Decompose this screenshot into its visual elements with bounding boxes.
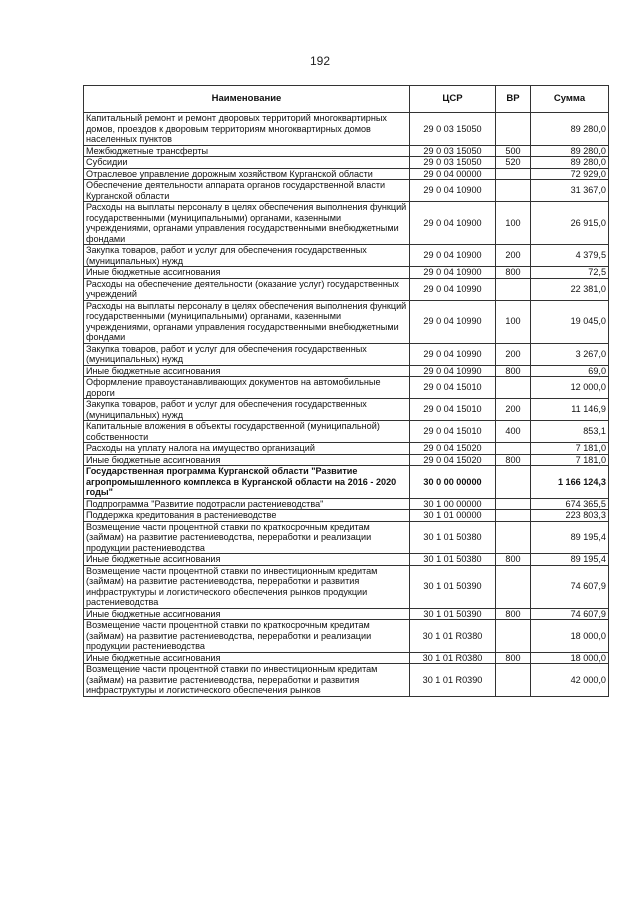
row-sum-cell: 89 195,4 [531, 521, 609, 554]
row-name-cell: Иные бюджетные ассигнования [84, 454, 410, 466]
row-sum-cell: 7 181,0 [531, 443, 609, 455]
row-name-cell: Возмещение части процентной ставки по краткосрочным кредитам (займам) на развитие растениеводства, переработки и реализации продукции растениеводства [84, 620, 410, 653]
row-sum-cell: 72 929,0 [531, 168, 609, 180]
row-csr-cell: 30 1 01 00000 [410, 510, 496, 522]
table-row [84, 454, 609, 466]
row-csr-cell: 29 0 04 10900 [410, 267, 496, 279]
table-row [84, 300, 609, 343]
row-sum-cell: 26 915,0 [531, 202, 609, 245]
row-csr-cell: 29 0 04 10900 [410, 202, 496, 245]
row-csr-cell: 29 0 04 15020 [410, 443, 496, 455]
row-csr-cell: 29 0 04 15010 [410, 399, 496, 421]
table-row [84, 510, 609, 522]
row-name-cell: Оформление правоустанавливающих документов на автомобильные дороги [84, 377, 410, 399]
row-name-cell: Капитальный ремонт и ремонт дворовых территорий многоквартирных домов, проездов к дворовым территориям многоквартирных домов населенных пунктов [84, 113, 410, 146]
row-name-cell: Иные бюджетные ассигнования [84, 267, 410, 279]
table-row [84, 443, 609, 455]
row-vr-cell: 100 [496, 300, 531, 343]
row-vr-cell: 500 [496, 145, 531, 157]
row-sum-cell: 74 607,9 [531, 608, 609, 620]
row-vr-cell [496, 521, 531, 554]
row-sum-cell: 89 280,0 [531, 113, 609, 146]
row-name-cell: Иные бюджетные ассигнования [84, 365, 410, 377]
row-sum-cell: 18 000,0 [531, 620, 609, 653]
row-name-cell: Подпрограмма "Развитие подотрасли растениеводства" [84, 498, 410, 510]
row-vr-cell: 800 [496, 608, 531, 620]
row-sum-cell: 89 195,4 [531, 554, 609, 566]
row-vr-cell: 200 [496, 245, 531, 267]
row-sum-cell: 72,5 [531, 267, 609, 279]
row-sum-cell: 31 367,0 [531, 180, 609, 202]
table-row [84, 608, 609, 620]
row-name-cell: Расходы на обеспечение деятельности (оказание услуг) государственных учреждений [84, 278, 410, 300]
row-csr-cell: 30 1 01 50390 [410, 608, 496, 620]
row-name-cell: Расходы на выплаты персоналу в целях обеспечения выполнения функций государственными (муниципальными) органами, казенными учреждениями, органами управления государственными внебюджетными фондами [84, 202, 410, 245]
row-name-cell: Возмещение части процентной ставки по инвестиционным кредитам (займам) на развитие растениеводства, переработки и развития инфраструктуры и логистического обеспечения рынков продукции растениеводства [84, 565, 410, 608]
table-row [84, 521, 609, 554]
table-row [84, 620, 609, 653]
table-body [84, 113, 609, 697]
header-sum: Сумма [531, 86, 609, 113]
row-csr-cell: 30 1 01 R0380 [410, 620, 496, 653]
table-row [84, 565, 609, 608]
row-csr-cell: 29 0 04 10990 [410, 278, 496, 300]
row-csr-cell: 30 1 01 R0380 [410, 652, 496, 664]
table-row [84, 343, 609, 365]
table-row [84, 113, 609, 146]
table-row [84, 180, 609, 202]
row-sum-cell: 74 607,9 [531, 565, 609, 608]
table-row [84, 245, 609, 267]
row-sum-cell: 223 803,3 [531, 510, 609, 522]
table-header-row [84, 86, 609, 113]
row-vr-cell: 400 [496, 421, 531, 443]
row-csr-cell: 29 0 04 10990 [410, 300, 496, 343]
row-csr-cell: 29 0 04 10990 [410, 343, 496, 365]
row-sum-cell: 3 267,0 [531, 343, 609, 365]
row-vr-cell: 800 [496, 365, 531, 377]
row-csr-cell: 29 0 04 15020 [410, 454, 496, 466]
row-vr-cell [496, 498, 531, 510]
row-name-cell: Государственная программа Курганской области "Развитие агропромышленного комплекса в Курганской области на 2016 - 2020 годы" [84, 466, 410, 499]
row-csr-cell: 29 0 04 10900 [410, 245, 496, 267]
row-name-cell: Обеспечение деятельности аппарата органов государственной власти Курганской области [84, 180, 410, 202]
row-name-cell: Закупка товаров, работ и услуг для обеспечения государственных (муниципальных) нужд [84, 245, 410, 267]
table-row [84, 652, 609, 664]
row-sum-cell: 853,1 [531, 421, 609, 443]
row-csr-cell: 29 0 03 15050 [410, 157, 496, 169]
row-csr-cell: 29 0 04 10990 [410, 365, 496, 377]
row-csr-cell: 29 0 04 10900 [410, 180, 496, 202]
table-row [84, 498, 609, 510]
row-vr-cell [496, 565, 531, 608]
row-sum-cell: 12 000,0 [531, 377, 609, 399]
row-name-cell: Иные бюджетные ассигнования [84, 554, 410, 566]
row-vr-cell: 100 [496, 202, 531, 245]
table-row [84, 202, 609, 245]
table-row [84, 365, 609, 377]
row-vr-cell: 800 [496, 652, 531, 664]
table-row [84, 145, 609, 157]
row-name-cell: Расходы на выплаты персоналу в целях обеспечения выполнения функций государственными (муниципальными) органами, казенными учреждениями, органами управления государственными внебюджетными фондами [84, 300, 410, 343]
row-sum-cell: 69,0 [531, 365, 609, 377]
row-name-cell: Иные бюджетные ассигнования [84, 608, 410, 620]
table-row [84, 554, 609, 566]
row-name-cell: Возмещение части процентной ставки по инвестиционным кредитам (займам) на развитие растениеводства, переработки и развития инфраструктуры и логистического обеспечения рынков [84, 664, 410, 697]
row-sum-cell: 4 379,5 [531, 245, 609, 267]
row-sum-cell: 89 280,0 [531, 145, 609, 157]
row-csr-cell: 30 1 00 00000 [410, 498, 496, 510]
row-name-cell: Капитальные вложения в объекты государственной (муниципальной) собственности [84, 421, 410, 443]
row-name-cell: Поддержка кредитования в растениеводстве [84, 510, 410, 522]
row-sum-cell: 19 045,0 [531, 300, 609, 343]
table-row [84, 168, 609, 180]
table-row [84, 664, 609, 697]
row-vr-cell [496, 168, 531, 180]
row-vr-cell: 520 [496, 157, 531, 169]
header-vr: ВР [496, 86, 531, 113]
row-csr-cell: 29 0 04 15010 [410, 421, 496, 443]
row-name-cell: Закупка товаров, работ и услуг для обеспечения государственных (муниципальных) нужд [84, 399, 410, 421]
budget-table [83, 85, 609, 697]
row-name-cell: Субсидии [84, 157, 410, 169]
row-csr-cell: 30 1 01 50380 [410, 521, 496, 554]
row-csr-cell: 30 1 01 50380 [410, 554, 496, 566]
row-name-cell: Межбюджетные трансферты [84, 145, 410, 157]
row-vr-cell [496, 466, 531, 499]
row-vr-cell: 800 [496, 267, 531, 279]
table-row [84, 421, 609, 443]
row-name-cell: Расходы на уплату налога на имущество организаций [84, 443, 410, 455]
row-vr-cell [496, 620, 531, 653]
row-name-cell: Иные бюджетные ассигнования [84, 652, 410, 664]
row-name-cell: Отраслевое управление дорожным хозяйством Курганской области [84, 168, 410, 180]
table-row [84, 377, 609, 399]
row-sum-cell: 42 000,0 [531, 664, 609, 697]
row-sum-cell: 89 280,0 [531, 157, 609, 169]
row-vr-cell: 200 [496, 399, 531, 421]
row-vr-cell [496, 113, 531, 146]
row-vr-cell [496, 664, 531, 697]
row-csr-cell: 29 0 04 00000 [410, 168, 496, 180]
row-sum-cell: 22 381,0 [531, 278, 609, 300]
row-vr-cell [496, 180, 531, 202]
row-csr-cell: 29 0 03 15050 [410, 145, 496, 157]
row-csr-cell: 29 0 04 15010 [410, 377, 496, 399]
row-sum-cell: 11 146,9 [531, 399, 609, 421]
row-vr-cell [496, 377, 531, 399]
row-vr-cell [496, 443, 531, 455]
row-sum-cell: 674 365,5 [531, 498, 609, 510]
row-vr-cell: 800 [496, 454, 531, 466]
header-name: Наименование [84, 86, 410, 113]
table-row [84, 399, 609, 421]
row-vr-cell [496, 278, 531, 300]
table-row [84, 466, 609, 499]
row-sum-cell: 7 181,0 [531, 454, 609, 466]
row-name-cell: Возмещение части процентной ставки по краткосрочным кредитам (займам) на развитие растениеводства, переработки и реализации продукции растениеводства [84, 521, 410, 554]
header-csr: ЦСР [410, 86, 496, 113]
row-sum-cell: 18 000,0 [531, 652, 609, 664]
row-name-cell: Закупка товаров, работ и услуг для обеспечения государственных (муниципальных) нужд [84, 343, 410, 365]
row-csr-cell: 30 1 01 50390 [410, 565, 496, 608]
row-vr-cell: 200 [496, 343, 531, 365]
row-vr-cell [496, 510, 531, 522]
row-csr-cell: 30 1 01 R0390 [410, 664, 496, 697]
page-number: 192 [309, 54, 331, 68]
row-csr-cell: 30 0 00 00000 [410, 466, 496, 499]
row-vr-cell: 800 [496, 554, 531, 566]
table-row [84, 267, 609, 279]
row-csr-cell: 29 0 03 15050 [410, 113, 496, 146]
table-row [84, 157, 609, 169]
table-row [84, 278, 609, 300]
row-sum-cell: 1 166 124,3 [531, 466, 609, 499]
